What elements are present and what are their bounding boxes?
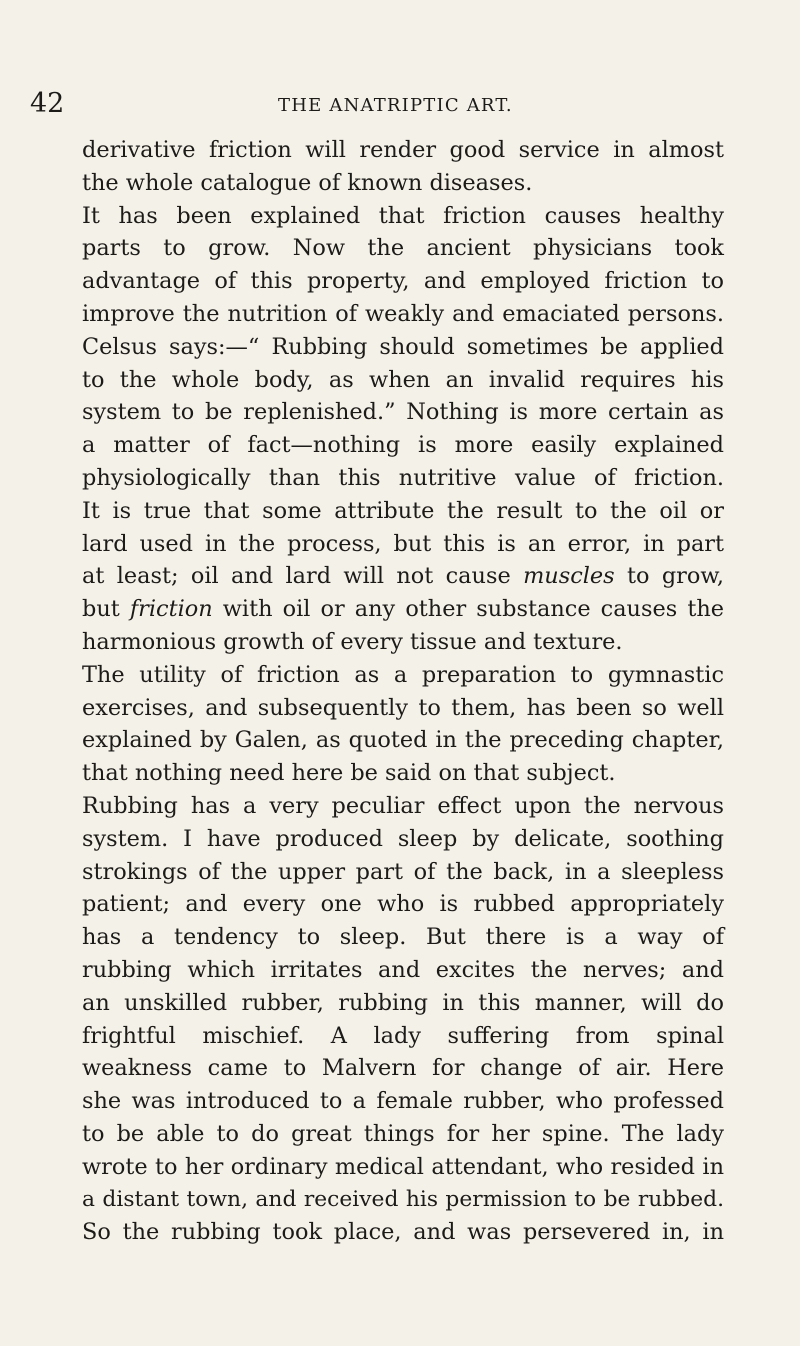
running-title: THE ANATRIPTIC ART. <box>278 95 513 116</box>
text-line: a distant town, and received his permission to be rubbed. <box>82 1186 724 1212</box>
text-line: strokings of the upper part of the back, in a sleepless <box>82 858 724 885</box>
text-line: frightful mischief. A lady suffering from spinal <box>82 1022 724 1049</box>
text-fragment: at least; oil and lard will not cause <box>82 563 511 590</box>
text-line: It has been explained that friction causes healthy <box>82 202 724 229</box>
text-line: It is true that some attribute the result to the oil or <box>82 497 724 524</box>
text-fragment: with oil or any other substance causes the <box>212 596 724 623</box>
text-line: rubbing which irritates and excites the nerves; and <box>82 956 724 983</box>
text-line: harmonious growth of every tissue and texture. <box>82 628 623 655</box>
text-line: Rubbing has a very peculiar effect upon the nervous <box>82 792 724 819</box>
text-line: system to be replenished.” Nothing is more certain as <box>82 399 724 426</box>
text-line: that nothing need here be said on that subject. <box>82 760 616 787</box>
page-header <box>30 88 730 120</box>
text-line: system. I have produced sleep by delicate, soothing <box>82 825 724 852</box>
text-line: the whole catalogue of known diseases. <box>82 169 533 196</box>
text-line: Celsus says:—“ Rubbing should sometimes be applied <box>82 333 724 360</box>
text-line: parts to grow. Now the ancient physicians took <box>82 235 724 262</box>
text-line-mixed <box>82 593 724 626</box>
text-line: lard used in the process, but this is an error, in part <box>82 530 724 557</box>
text-line: an unskilled rubber, rubbing in this manner, will do <box>82 989 724 1016</box>
text-line: weakness came to Malvern for change of air. Here <box>82 1055 724 1082</box>
text-line: wrote to her ordinary medical attendant, who resided in <box>82 1153 724 1180</box>
italic-word: friction <box>129 596 213 623</box>
text-line: So the rubbing took place, and was persevered in, in <box>82 1219 724 1246</box>
text-line: to the whole body, as when an invalid requires his <box>82 366 724 393</box>
text-line: derivative friction will render good service in almost <box>82 137 724 163</box>
text-line: a matter of fact—nothing is more easily explained <box>82 432 724 459</box>
text-fragment: but <box>82 596 120 623</box>
text-line: exercises, and subsequently to them, has been so well <box>82 694 724 721</box>
text-line: to be able to do great things for her spine. The lady <box>82 1120 724 1147</box>
italic-word: muscles <box>523 563 615 590</box>
text-line: she was introduced to a female rubber, who professed <box>82 1088 724 1115</box>
text-line: The utility of friction as a preparation to gymnastic <box>82 661 724 688</box>
text-line-mixed <box>82 560 724 593</box>
text-fragment: to grow, <box>614 563 724 590</box>
body-text <box>82 134 724 1249</box>
text-line: improve the nutrition of weakly and emaciated persons. <box>82 300 724 327</box>
text-line: has a tendency to sleep. But there is a way of <box>82 924 724 951</box>
text-line: patient; and every one who is rubbed appropriately <box>82 891 724 918</box>
page-number: 42 <box>30 88 65 119</box>
text-line: physiologically than this nutritive value of friction. <box>82 464 724 491</box>
text-line: advantage of this property, and employed friction to <box>82 268 724 295</box>
text-line: explained by Galen, as quoted in the preceding chapter, <box>82 727 724 754</box>
